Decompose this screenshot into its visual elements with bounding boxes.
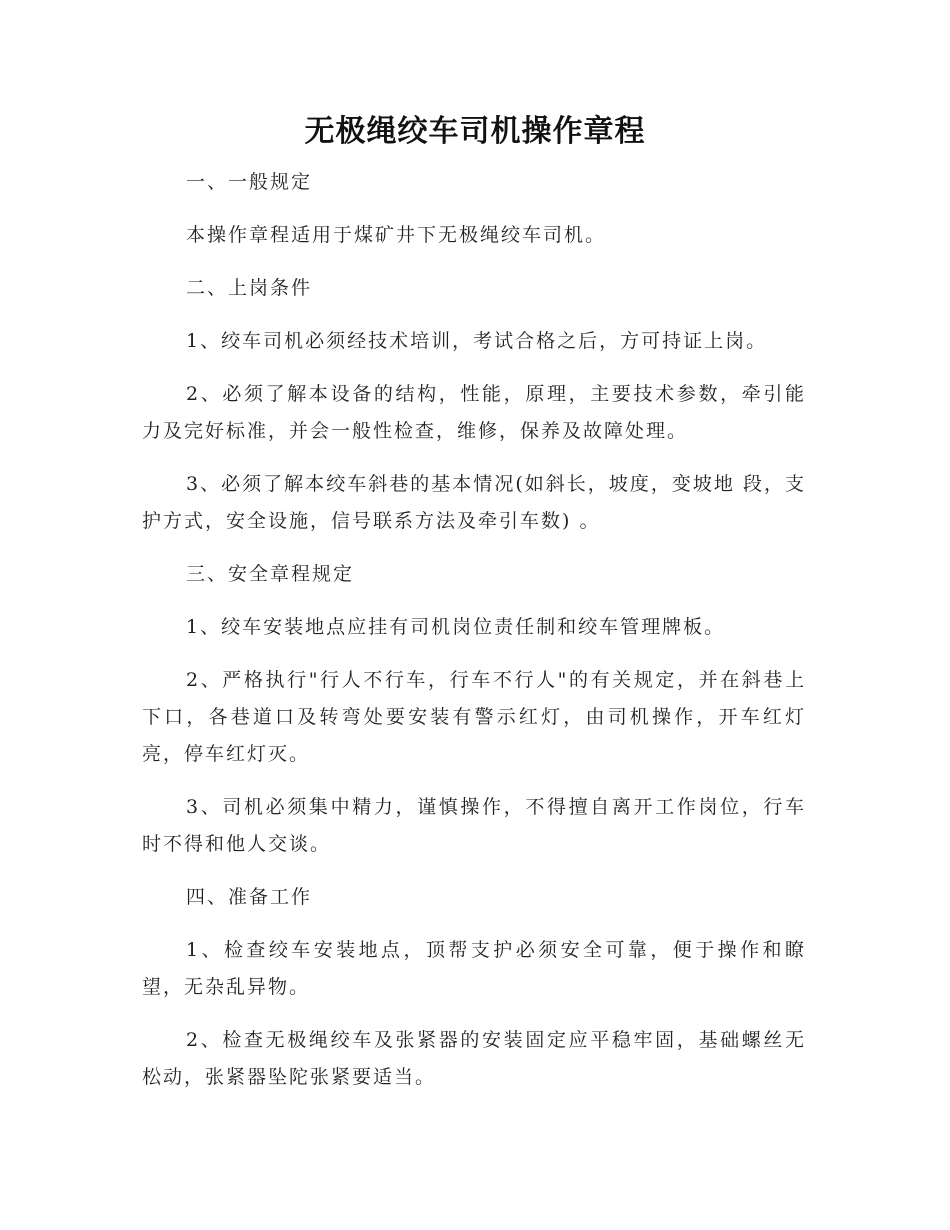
paragraph-requirement-3: 3、必须了解本绞车斜巷的基本情况(如斜长，坡度，变坡地 段，支护方式，安全设施，信号联系方法及牵引车数) 。 bbox=[142, 473, 806, 532]
paragraph-safety-2: 2、严格执行"行人不行车，行车不行人"的有关规定，并在斜巷上下口，各巷道口及转弯处要安装有警示红灯，由司机操作，开车红灯亮，停车红灯灭。 bbox=[142, 669, 806, 765]
paragraph-safety-3: 3、司机必须集中精力，谨慎操作，不得擅自离开工作岗位，行车时不得和他人交谈。 bbox=[142, 796, 806, 855]
section-heading-general: 一、一般规定 bbox=[186, 171, 313, 193]
document-body bbox=[142, 164, 806, 1112]
section-heading-requirements: 二、上岗条件 bbox=[186, 277, 313, 299]
paragraph-preparation-2: 2、检查无极绳绞车及张紧器的安装固定应平稳牢固，基础螺丝无松动，张紧器坠陀张紧要适当。 bbox=[142, 1029, 806, 1088]
paragraph-preparation-1: 1、检查绞车安装地点，顶帮支护必须安全可靠，便于操作和瞭望，无杂乱异物。 bbox=[142, 939, 806, 998]
section-heading-safety: 三、安全章程规定 bbox=[186, 563, 355, 585]
paragraph-requirement-1: 1、绞车司机必须经技术培训，考试合格之后，方可持证上岗。 bbox=[186, 330, 768, 352]
paragraph-safety-1: 1、绞车安装地点应挂有司机岗位责任制和绞车管理牌板。 bbox=[186, 616, 726, 638]
paragraph-scope: 本操作章程适用于煤矿井下无极绳绞车司机。 bbox=[186, 224, 607, 246]
paragraph-requirement-2: 2、必须了解本设备的结构，性能，原理，主要技术参数，牵引能力及完好标准，并会一般性检查，维修，保养及故障处理。 bbox=[142, 383, 806, 442]
document-title: 无极绳绞车司机操作章程 bbox=[304, 114, 646, 149]
section-heading-preparation: 四、准备工作 bbox=[186, 886, 313, 908]
